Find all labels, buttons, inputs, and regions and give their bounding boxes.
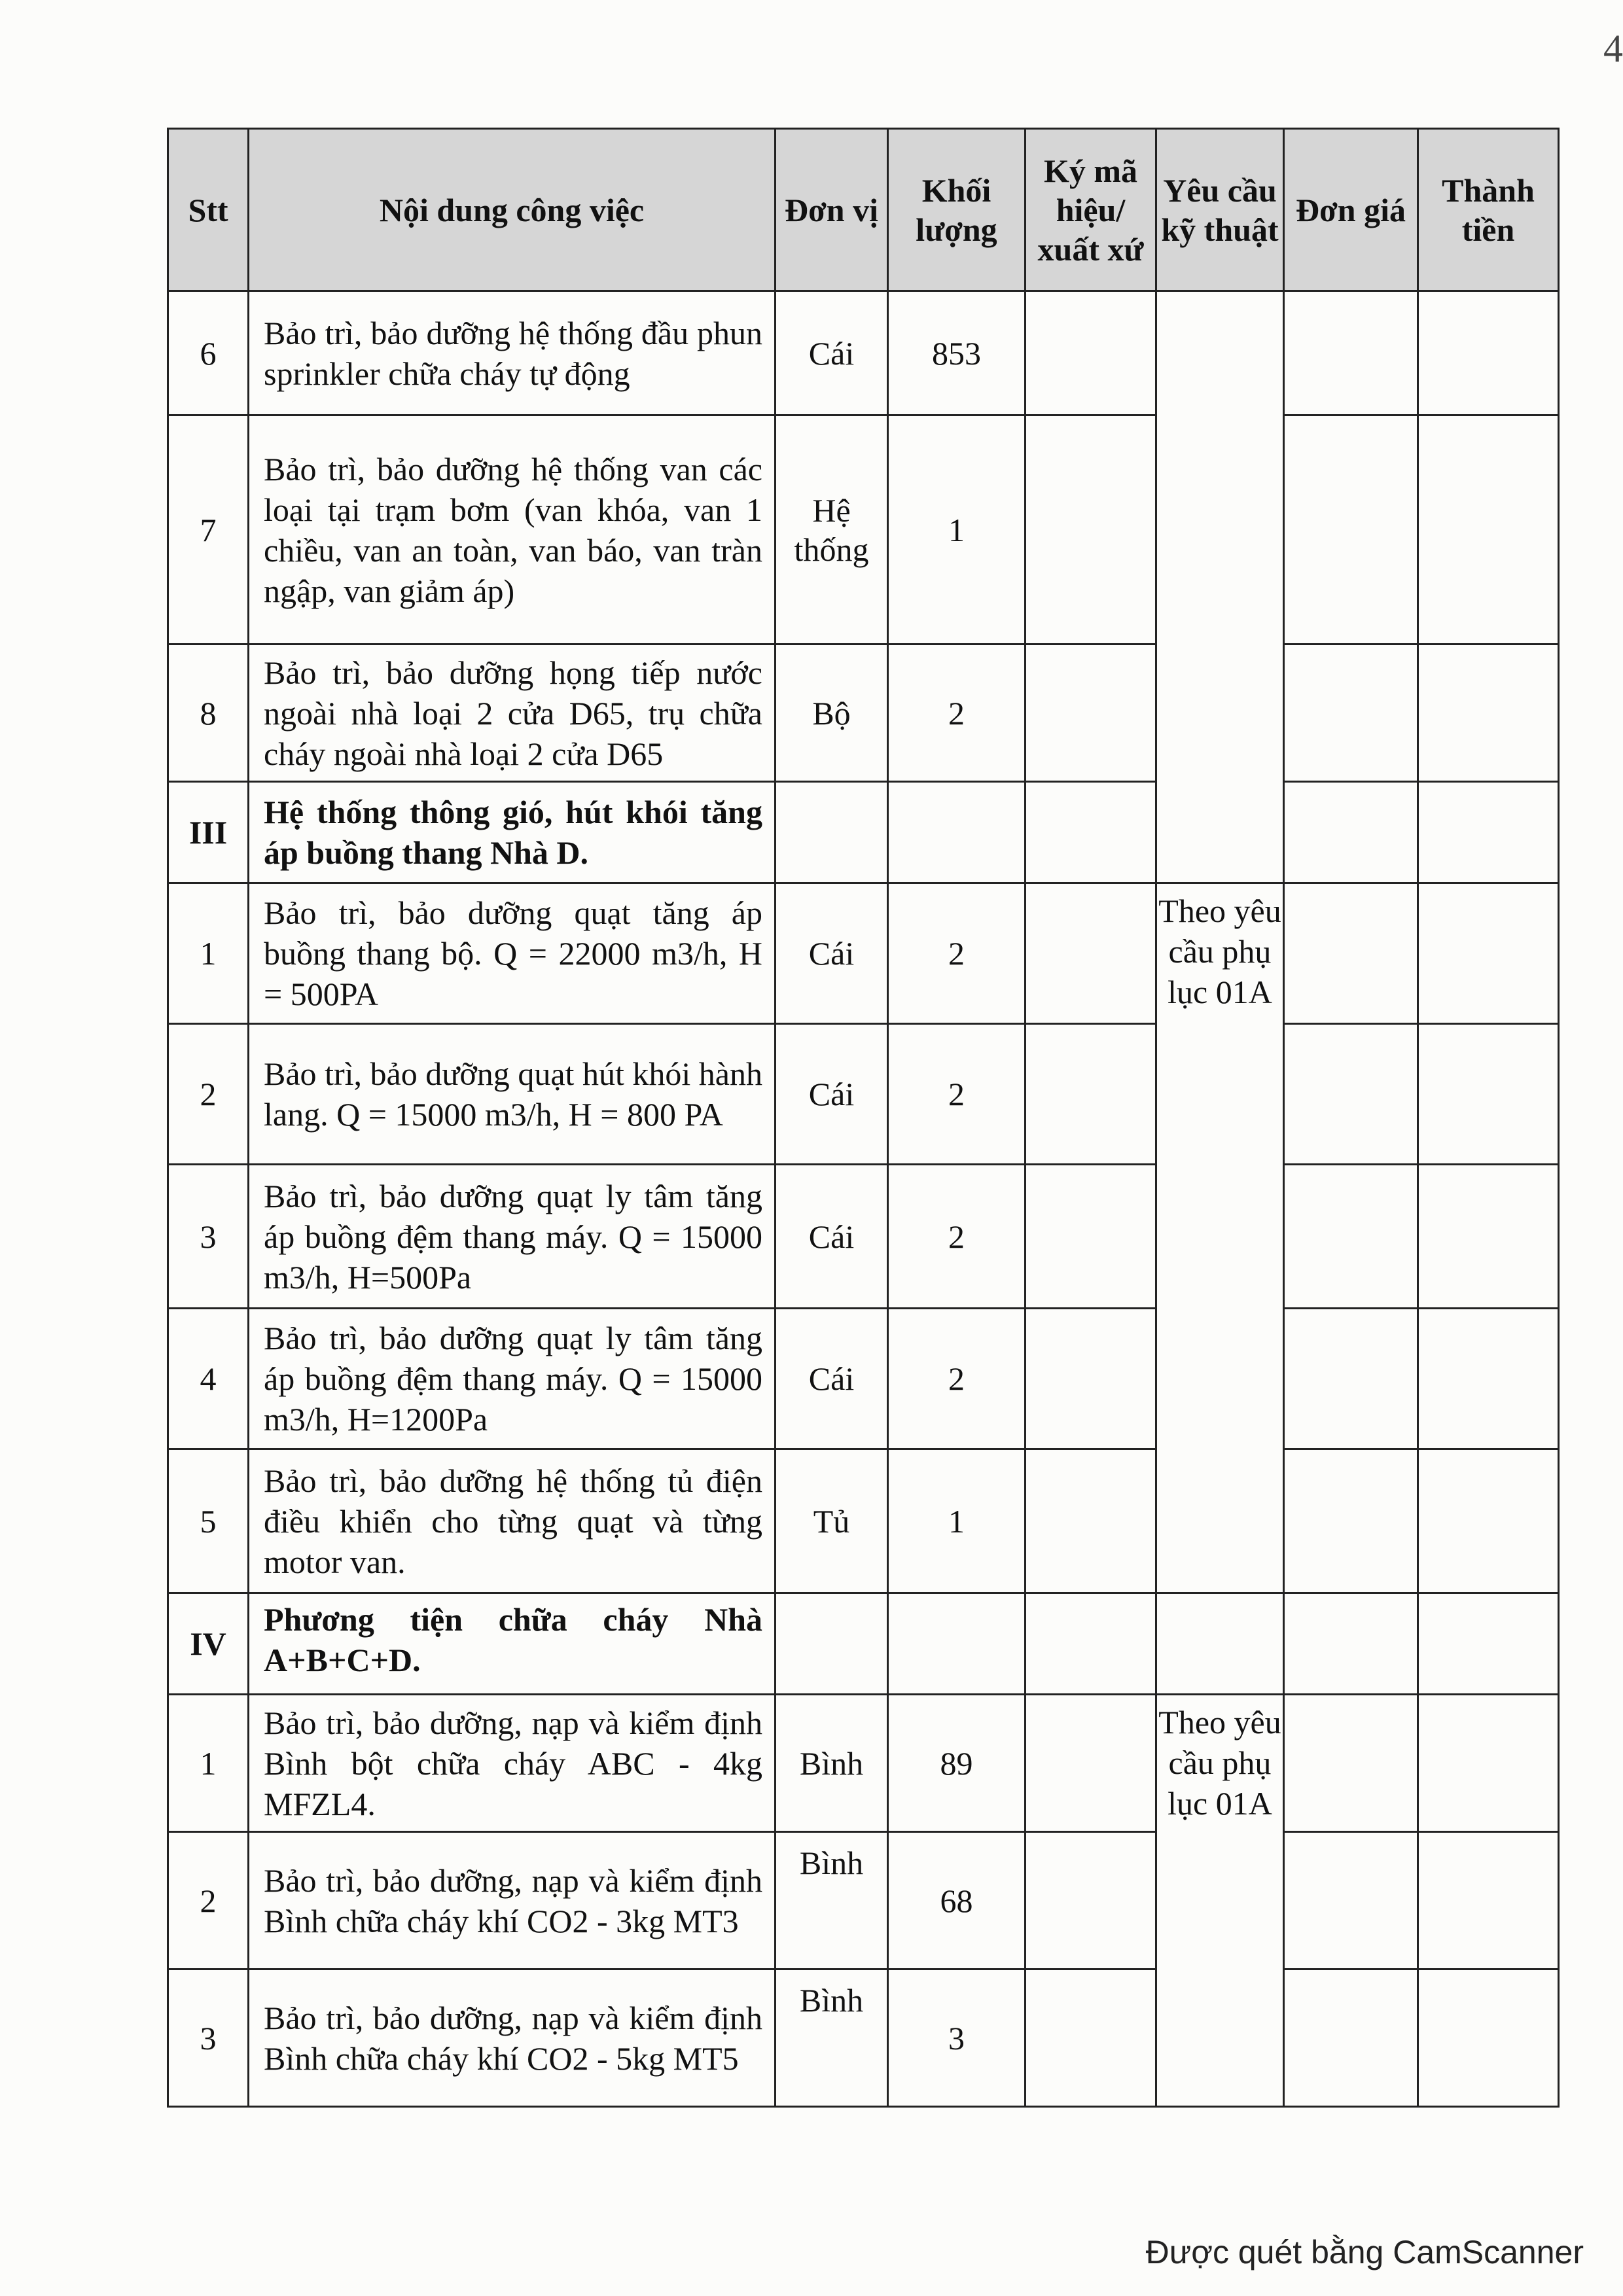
row-unit-price [1284, 1832, 1418, 1969]
row-code [1026, 415, 1156, 645]
row-code [1026, 1024, 1156, 1165]
row-qty: 1 [888, 415, 1026, 645]
row-code [1026, 883, 1156, 1024]
row-unit: Tủ [776, 1449, 888, 1593]
row-unit-price [1284, 1309, 1418, 1449]
row-total [1418, 645, 1559, 782]
table-row [168, 1024, 1559, 1165]
row-unit: Cái [776, 1309, 888, 1449]
row-qty: 3 [888, 1969, 1026, 2107]
header-qty: Khối lượng [888, 129, 1026, 291]
row-code [1026, 1449, 1156, 1593]
row-code [1026, 1165, 1156, 1309]
section-row [168, 1593, 1559, 1695]
row-total [1418, 883, 1559, 1024]
table-row [168, 1165, 1559, 1309]
row-content: Bảo trì, bảo dưỡng quạt tăng áp buồng thang bộ. Q = 22000 m3/h, H = 500PA [249, 883, 776, 1024]
row-unit: Bộ [776, 645, 888, 782]
row-qty: 2 [888, 1309, 1026, 1449]
row-stt: 1 [168, 1695, 249, 1832]
table-row [168, 1309, 1559, 1449]
row-stt: 5 [168, 1449, 249, 1593]
row-unit-price [1284, 291, 1418, 415]
row-unit: Cái [776, 1024, 888, 1165]
row-content: Bảo trì, bảo dưỡng họng tiếp nước ngoài nhà loại 2 cửa D65, trụ chữa cháy ngoài nhà loại 2 cửa D65 [249, 645, 776, 782]
row-code [1026, 291, 1156, 415]
row-total [1418, 1969, 1559, 2107]
row-unit: Cái [776, 291, 888, 415]
row-stt: 1 [168, 883, 249, 1024]
row-total [1418, 1593, 1559, 1695]
row-content: Bảo trì, bảo dưỡng, nạp và kiểm định Bình chữa cháy khí CO2 - 5kg MT5 [249, 1969, 776, 2107]
scanner-watermark: Được quét bằng CamScanner [1145, 2234, 1584, 2270]
row-total [1418, 1695, 1559, 1832]
row-qty: 89 [888, 1695, 1026, 1832]
row-qty: 2 [888, 883, 1026, 1024]
requirement-cell: Theo yêu cầu phụ lục 01A [1156, 1695, 1284, 2107]
header-content: Nội dung công việc [249, 129, 776, 291]
work-items-table [167, 128, 1560, 2108]
table-row [168, 291, 1559, 415]
row-unit: Bình [776, 1695, 888, 1832]
row-stt: 7 [168, 415, 249, 645]
row-unit-price [1284, 645, 1418, 782]
row-stt: 8 [168, 645, 249, 782]
row-qty [888, 1593, 1026, 1695]
row-unit-price [1284, 1593, 1418, 1695]
section-stt: III [168, 782, 249, 883]
row-total [1418, 782, 1559, 883]
table-row [168, 1832, 1559, 1969]
row-unit: Bình [776, 1832, 888, 1969]
row-content: Bảo trì, bảo dưỡng hệ thống van các loại tại trạm bơm (van khóa, van 1 chiều, van an toàn, van báo, van tràn ngập, van giảm áp) [249, 415, 776, 645]
row-qty: 853 [888, 291, 1026, 415]
table-row [168, 415, 1559, 645]
row-stt: 2 [168, 1832, 249, 1969]
section-title: Phương tiện chữa cháy Nhà A+B+C+D. [249, 1593, 776, 1695]
row-code [1026, 1593, 1156, 1695]
row-content: Bảo trì, bảo dưỡng hệ thống đầu phun sprinkler chữa cháy tự động [249, 291, 776, 415]
row-total [1418, 415, 1559, 645]
row-qty: 2 [888, 645, 1026, 782]
row-content: Bảo trì, bảo dưỡng quạt ly tâm tăng áp buồng đệm thang máy. Q = 15000 m3/h, H=500Pa [249, 1165, 776, 1309]
row-code [1026, 645, 1156, 782]
row-total [1418, 1449, 1559, 1593]
table-row [168, 883, 1559, 1024]
row-unit-price [1284, 1165, 1418, 1309]
row-unit-price [1284, 1449, 1418, 1593]
row-unit-price [1284, 1969, 1418, 2107]
row-qty: 1 [888, 1449, 1026, 1593]
row-unit-price [1284, 782, 1418, 883]
row-qty [888, 782, 1026, 883]
row-unit: Cái [776, 1165, 888, 1309]
row-unit-price [1284, 883, 1418, 1024]
row-unit: Hệ thống [776, 415, 888, 645]
section-title: Hệ thống thông gió, hút khói tăng áp buồng thang Nhà D. [249, 782, 776, 883]
section-row [168, 782, 1559, 883]
row-total [1418, 1024, 1559, 1165]
page-number: 4 [1603, 27, 1623, 70]
row-qty: 2 [888, 1024, 1026, 1165]
section-stt: IV [168, 1593, 249, 1695]
requirement-cell: Theo yêu cầu phụ lục 01A [1156, 883, 1284, 1593]
row-unit: Bình [776, 1969, 888, 2107]
row-unit: Cái [776, 883, 888, 1024]
row-code [1026, 782, 1156, 883]
row-requirement-blank [1156, 1593, 1284, 1695]
row-unit-price [1284, 415, 1418, 645]
row-total [1418, 1832, 1559, 1969]
row-unit [776, 1593, 888, 1695]
row-code [1026, 1309, 1156, 1449]
row-content: Bảo trì, bảo dưỡng quạt ly tâm tăng áp buồng đệm thang máy. Q = 15000 m3/h, H=1200Pa [249, 1309, 776, 1449]
header-requirement: Yêu cầu kỹ thuật [1156, 129, 1284, 291]
row-stt: 2 [168, 1024, 249, 1165]
header-unit-price: Đơn giá [1284, 129, 1418, 291]
row-unit [776, 782, 888, 883]
row-code [1026, 1695, 1156, 1832]
header-stt: Stt [168, 129, 249, 291]
row-content: Bảo trì, bảo dưỡng quạt hút khói hành lang. Q = 15000 m3/h, H = 800 PA [249, 1024, 776, 1165]
table-row [168, 1969, 1559, 2107]
header-code: Ký mã hiệu/ xuất xứ [1026, 129, 1156, 291]
row-qty: 68 [888, 1832, 1026, 1969]
header-unit: Đơn vị [776, 129, 888, 291]
row-stt: 6 [168, 291, 249, 415]
row-qty: 2 [888, 1165, 1026, 1309]
table-row [168, 1695, 1559, 1832]
row-stt: 3 [168, 1165, 249, 1309]
row-unit-price [1284, 1695, 1418, 1832]
row-total [1418, 291, 1559, 415]
table-row [168, 1449, 1559, 1593]
row-stt: 3 [168, 1969, 249, 2107]
row-stt: 4 [168, 1309, 249, 1449]
table-row [168, 645, 1559, 782]
table-header-row [168, 129, 1559, 291]
header-total: Thành tiền [1418, 129, 1559, 291]
row-code [1026, 1832, 1156, 1969]
row-total [1418, 1165, 1559, 1309]
row-unit-price [1284, 1024, 1418, 1165]
row-content: Bảo trì, bảo dưỡng, nạp và kiểm định Bình bột chữa cháy ABC - 4kg MFZL4. [249, 1695, 776, 1832]
row-content: Bảo trì, bảo dưỡng, nạp và kiểm định Bình chữa cháy khí CO2 - 3kg MT3 [249, 1832, 776, 1969]
row-total [1418, 1309, 1559, 1449]
row-requirement-blank [1156, 291, 1284, 883]
row-code [1026, 1969, 1156, 2107]
row-content: Bảo trì, bảo dưỡng hệ thống tủ điện điều khiển cho từng quạt và từng motor van. [249, 1449, 776, 1593]
